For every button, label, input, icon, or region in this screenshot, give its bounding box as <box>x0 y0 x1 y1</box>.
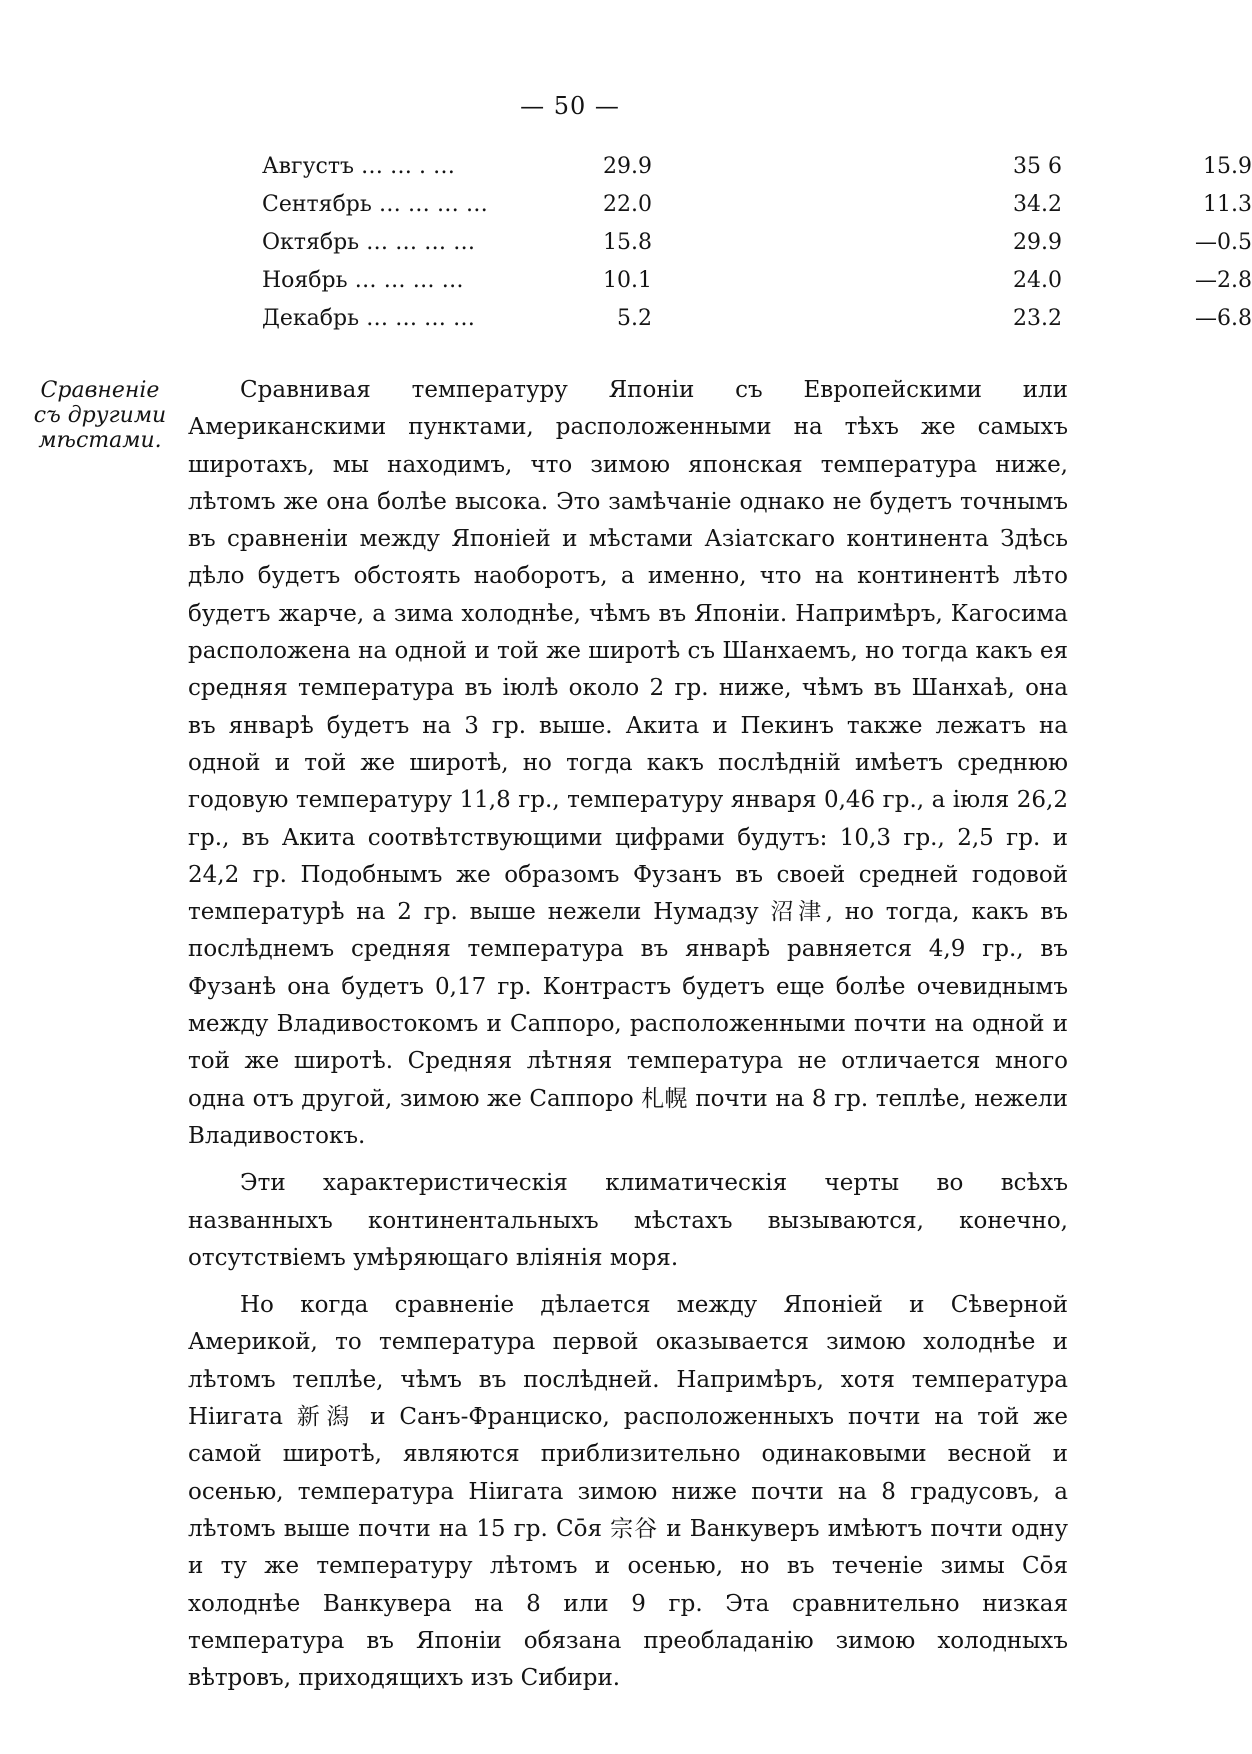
mean-cell: 15.8 <box>603 230 652 255</box>
table-row <box>262 148 1252 186</box>
min-cell: 11.3 <box>1203 192 1252 217</box>
max-cell: 24.0 <box>1013 268 1062 293</box>
month-cell: Августъ … … . … <box>262 154 455 179</box>
page-number: — 50 — <box>520 92 620 120</box>
month-cell: Сентябрь … … … … <box>262 192 488 217</box>
paragraph: Эти характеристическія климатическія черты во всѣхъ названныхъ континентальныхъ мѣстахъ вызываются, конечно, отсутствіемъ умѣряющаго вліянія моря. <box>188 1170 1068 1271</box>
max-cell: 29.9 <box>1013 230 1062 255</box>
table-row <box>262 300 1252 338</box>
temperature-table <box>262 148 1252 338</box>
max-cell: 34.2 <box>1013 192 1062 217</box>
mean-cell: 10.1 <box>603 268 652 293</box>
mean-cell: 5.2 <box>617 306 652 331</box>
month-cell: Ноябрь … … … … <box>262 268 464 293</box>
month-cell: Октябрь … … … … <box>262 230 476 255</box>
max-cell: 23.2 <box>1013 306 1062 331</box>
paragraph: Сравнивая температуру Японіи съ Европейскими или Американскими пунктами, расположенными на тѣхъ же самыхъ широтахъ, мы находимъ, что зимою японская температура ниже, лѣтомъ же она болѣе высока. Это замѣчаніе однако не будетъ точнымъ въ сравненіи между Японіей и мѣстами Азіатскаго континента Здѣсь дѣло будетъ обстоять наоборотъ, а именно, что на континентѣ лѣто будетъ жарче, а зима холоднѣе, чѣмъ въ Японіи. Напримѣръ, Кагосима расположена на одной и той же широтѣ съ Шанхаемъ, но тогда какъ ея средняя температура въ іюлѣ около 2 гр. ниже, чѣмъ въ Шанхаѣ, она въ январѣ будетъ на 3 гр. выше. Акита и Пекинъ также лежатъ на одной и той же широтѣ, но тогда какъ послѣдній имѣетъ среднюю годовую температуру 11,8 гр., температуру января 0,46 гр., а іюля 26,2 гр., въ Акита соотвѣтствующими цифрами будутъ: 10,3 гр., 2,5 гр. и 24,2 гр. Подобнымъ же образомъ Фузанъ въ своей средней годовой температурѣ на 2 гр. выше нежели Нумадзу 沼津, но тогда, какъ въ послѣднемъ средняя температура въ январѣ равняется 4,9 гр., въ Фузанѣ она будетъ 0,17 гр. Контрастъ будетъ еще болѣе очевиднымъ между Владивостокомъ и Саппоро, расположенными почти на одной и той же широтѣ. Средняя лѣтняя температура не отличается много одна отъ другой, зимою же Саппоро 札幌 почти на 8 гр. теплѣе, нежели Владивостокъ. <box>188 377 1068 1149</box>
table-row <box>262 262 1252 300</box>
min-cell: —0.5 <box>1195 230 1252 255</box>
body-text <box>188 372 1068 1707</box>
min-cell: 15.9 <box>1203 154 1252 179</box>
max-cell: 35 6 <box>1013 154 1062 179</box>
month-cell: Декабрь … … … … <box>262 306 476 331</box>
paragraph: Но когда сравненіе дѣлается между Японіей и Сѣверной Америкой, то температура первой оказывается зимою холоднѣе и лѣтомъ теплѣе, чѣмъ въ послѣдней. Напримѣръ, хотя температура Ніигата 新潟 и Санъ-Франциско, расположенныхъ почти на той же самой широтѣ, являются приблизительно одинаковыми весной и осенью, температура Ніигата зимою ниже почти на 8 градусовъ, а лѣтомъ выше почти на 15 гр. Сōя 宗谷 и Ванкуверъ имѣютъ почти одну и ту же температуру лѣтомъ и осенью, но въ теченіе зимы Сōя холоднѣе Ванкувера на 8 или 9 гр. Эта сравнительно низкая температура въ Японіи обязана преобладанію зимою холодныхъ вѣтровъ, приходящихъ изъ Сибири. <box>188 1292 1068 1692</box>
table-row <box>262 186 1252 224</box>
mean-cell: 29.9 <box>603 154 652 179</box>
min-cell: —6.8 <box>1195 306 1252 331</box>
mean-cell: 22.0 <box>603 192 652 217</box>
margin-note: Сравненіе съ другими мѣстами. <box>33 378 167 453</box>
min-cell: —2.8 <box>1195 268 1252 293</box>
table-row <box>262 224 1252 262</box>
